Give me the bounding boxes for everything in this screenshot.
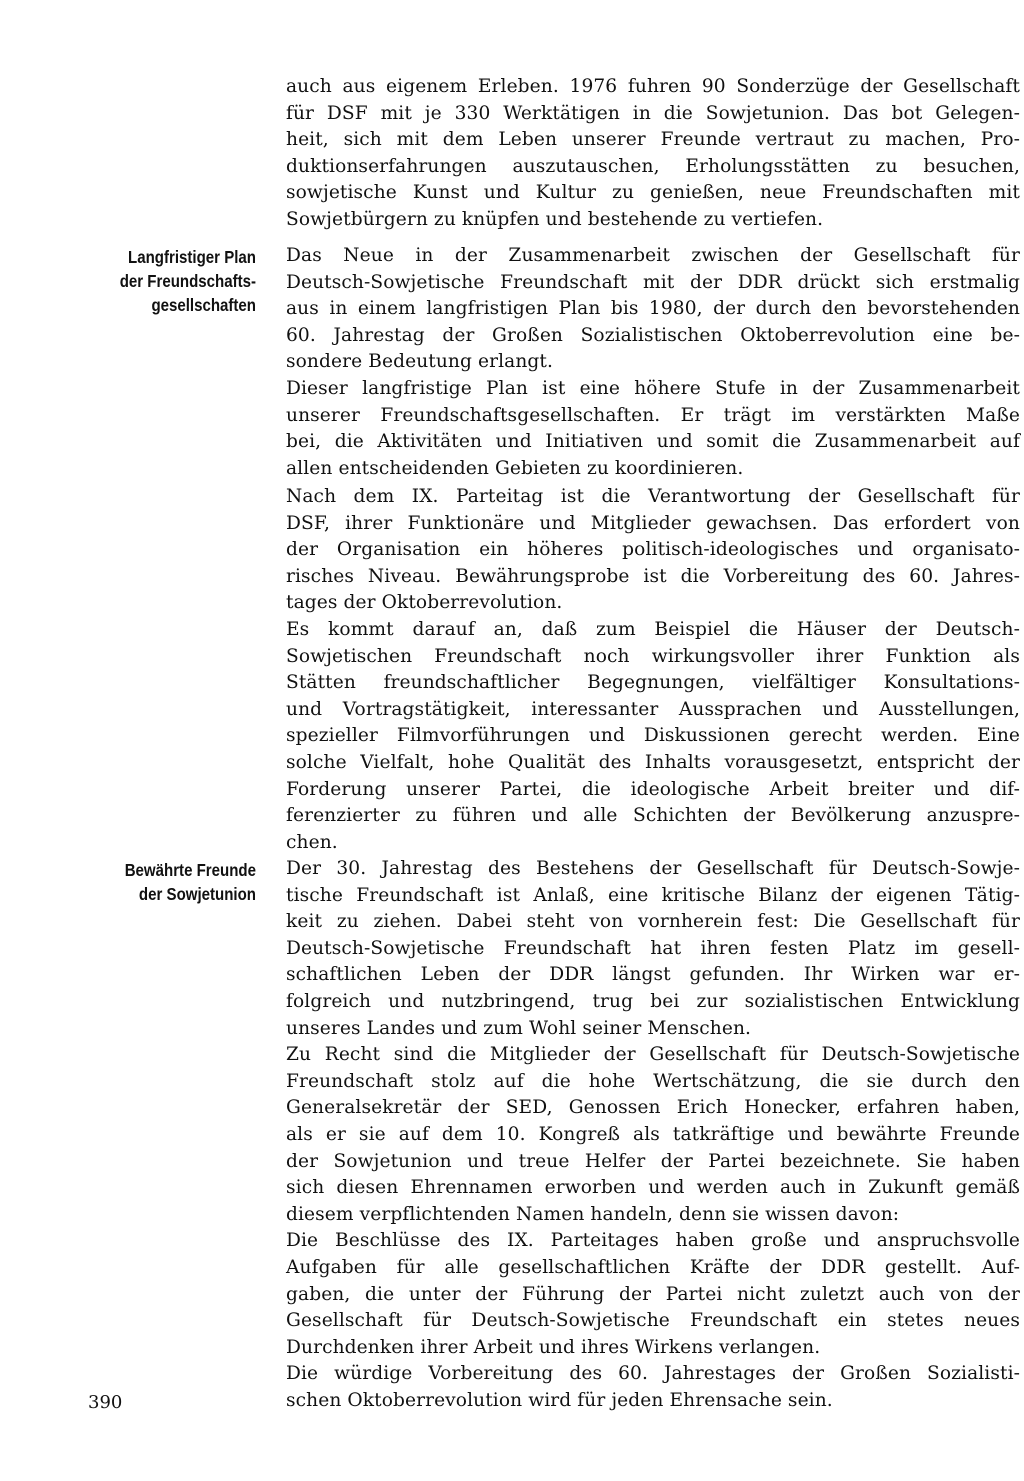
text-line: Deutsch-Sowjetische Freundschaft hat ihren festen Platz im gesell- (286, 937, 1020, 959)
section1-paragraph-b (286, 484, 1020, 856)
text-line: und Vortragstätigkeit, interessanter Aussprachen und Ausstellungen, (286, 698, 1020, 720)
text-line: Generalsekretär der SED, Genossen Erich Honecker, erfahren haben, (286, 1097, 1020, 1119)
text-line: Sowjetbürgern zu knüpfen und bestehende zu vertiefen. (286, 208, 824, 230)
text-line: sowjetische Kunst und Kultur zu genießen, neue Freundschaften mit (286, 182, 1020, 204)
text-line: auch aus eigenem Erleben. 1976 fuhren 90 Sonderzüge der Gesellschaft (286, 76, 1020, 97)
text-line: Der 30. Jahrestag des Bestehens der Gesellschaft für Deutsch-Sowje- (286, 858, 1020, 879)
text-line: heit, sich mit dem Leben unserer Freunde vertraut zu machen, Pro- (286, 129, 1020, 151)
text-line: DSF, ihrer Funktionäre und Mitglieder gewachsen. Das erfordert von (286, 512, 1020, 534)
text-line: bei, die Aktivitäten und Initiativen und somit die Zusammenarbeit auf (286, 431, 1020, 453)
text-line: diesem verpflichtenden Namen handeln, denn sie wissen davon: (286, 1203, 900, 1225)
text-line: der Organisation ein höheres politisch-ideologisches und organisato- (286, 539, 1020, 561)
text-line: sich diesen Ehrennamen erworben und werden auch in Zukunft gemäß (286, 1177, 1020, 1199)
text-line: Das Neue in der Zusammenarbeit zwischen der Gesellschaft für (286, 245, 1020, 266)
text-line: tages der Oktoberrevolution. (286, 592, 563, 614)
section2-paragraph (286, 856, 1020, 1414)
section1-paragraph-a (286, 243, 1020, 482)
text-line: ferenzierter zu führen und alle Schichten der Bevölkerung anzuspre- (286, 805, 1020, 827)
heading-line: gesellschaften (151, 295, 256, 315)
text-line: keit zu ziehen. Dabei steht von vornherein fest: Die Gesellschaft für (286, 911, 1020, 933)
text-line: Durchdenken ihrer Arbeit und ihres Wirkens verlangen. (286, 1336, 821, 1358)
text-line: Aufgaben für alle gesellschaftlichen Kräfte der DDR gestellt. Auf- (286, 1256, 1020, 1278)
text-line: aus in einem langfristigen Plan bis 1980, der durch den bevorstehenden (286, 298, 1020, 320)
text-line: als er sie auf dem 10. Kongreß als tatkräftige und bewährte Freunde (286, 1123, 1020, 1145)
heading-line: Bewährte Freunde (124, 860, 256, 880)
text-line: Dieser langfristige Plan ist eine höhere Stufe in der Zusammenarbeit (286, 377, 1020, 399)
text-line: Sowjetischen Freundschaft noch wirkungsvoller ihrer Funktion als (286, 645, 1020, 667)
text-line: Gesellschaft für Deutsch-Sowjetische Freundschaft ein stetes neues (286, 1310, 1020, 1332)
text-line: gaben, die unter der Führung der Partei nicht zuletzt auch von der (286, 1283, 1020, 1305)
margin-heading-long-term-plan (84, 245, 256, 317)
margin-heading-proven-friends (84, 858, 256, 906)
text-line: unserer Freundschaftsgesellschaften. Er trägt im verstärkten Maße (286, 404, 1020, 426)
intro-paragraph (286, 74, 1020, 234)
text-line: spezieller Filmvorführungen und Diskussionen gerecht werden. Eine (286, 725, 1020, 747)
text-line: allen entscheidenden Gebieten zu koordinieren. (286, 457, 744, 479)
text-line: unseres Landes und zum Wohl seiner Menschen. (286, 1017, 752, 1039)
text-line: für DSF mit je 330 Werktätigen in die Sowjetunion. Das bot Gelegen- (286, 102, 1020, 124)
text-line: schen Oktoberrevolution wird für jeden Ehrensache sein. (286, 1389, 833, 1411)
text-line: sondere Bedeutung erlangt. (286, 351, 553, 373)
heading-line: der Sowjetunion (138, 884, 256, 904)
heading-line: Langfristiger Plan (128, 247, 256, 267)
text-line: chen. (286, 831, 338, 853)
page-number: 390 (88, 1392, 123, 1413)
text-line: Stätten freundschaftlicher Begegnungen, vielfältiger Konsultations- (286, 672, 1020, 694)
text-line: duktionserfahrungen auszutauschen, Erholungsstätten zu besuchen, (286, 155, 1020, 177)
text-line: Freundschaft stolz auf die hohe Wertschätzung, die sie durch den (286, 1070, 1020, 1092)
heading-line: der Freundschafts- (119, 271, 256, 291)
text-line: schaftlichen Leben der DDR längst gefunden. Ihr Wirken war er- (286, 964, 1020, 986)
text-line: Die Beschlüsse des IX. Parteitages haben große und anspruchsvolle (286, 1230, 1020, 1252)
text-line: Forderung unserer Partei, die ideologische Arbeit breiter und dif- (286, 778, 1020, 800)
text-line: Deutsch-Sowjetische Freundschaft mit der DDR drückt sich erstmalig (286, 271, 1020, 293)
text-line: tische Freundschaft ist Anlaß, eine kritische Bilanz der eigenen Tätig- (286, 884, 1020, 906)
text-line: Nach dem IX. Parteitag ist die Verantwortung der Gesellschaft für (286, 486, 1020, 507)
text-line: 60. Jahrestag der Großen Sozialistischen Oktoberrevolution eine be- (286, 324, 1020, 346)
text-line: folgreich und nutzbringend, trug bei zur sozialistischen Entwicklung (286, 990, 1020, 1012)
text-line: solche Vielfalt, hohe Qualität des Inhalts vorausgesetzt, entspricht der (286, 751, 1020, 773)
text-line: risches Niveau. Bewährungsprobe ist die Vorbereitung des 60. Jahres- (286, 565, 1020, 587)
text-line: Es kommt darauf an, daß zum Beispiel die Häuser der Deutsch- (286, 618, 1020, 640)
text-line: Die würdige Vorbereitung des 60. Jahrestages der Großen Sozialisti- (286, 1363, 1020, 1385)
text-line: Zu Recht sind die Mitglieder der Gesellschaft für Deutsch-Sowjetische (286, 1044, 1020, 1066)
text-line: der Sowjetunion und treue Helfer der Partei bezeichnete. Sie haben (286, 1150, 1020, 1172)
